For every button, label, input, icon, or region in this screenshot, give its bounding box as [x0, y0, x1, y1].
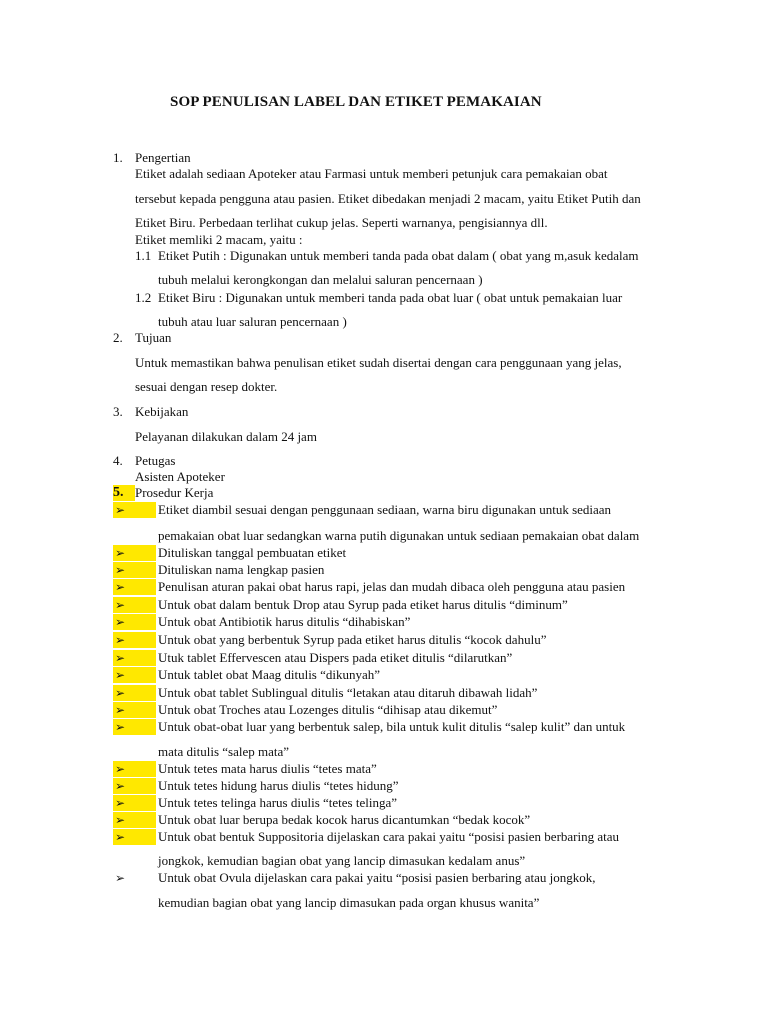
procedure-item: Untuk obat Antibiotik harus ditulis “dihabiskan”	[158, 614, 411, 629]
section-number: 2.	[113, 330, 123, 345]
procedure-item: Untuk obat dalam bentuk Drop atau Syrup pada etiket harus ditulis “diminum”	[158, 597, 568, 612]
procedure-item: Penulisan aturan pakai obat harus rapi, jelas dan mudah dibaca oleh pengguna atau pasien	[158, 579, 626, 594]
arrow-bullet-icon: ➢	[113, 502, 156, 518]
arrow-bullet-icon: ➢	[113, 778, 156, 794]
arrow-bullet-icon: ➢	[115, 871, 126, 885]
subsection-number: 1.2	[135, 290, 152, 305]
procedure-item: Dituliskan tanggal pembuatan etiket	[158, 545, 347, 560]
procedure-item: Utuk tablet Effervescen atau Dispers pada etiket ditulis “dilarutkan”	[158, 650, 513, 665]
procedure-item: Untuk obat luar berupa bedak kocok harus dicantumkan “bedak kocok”	[158, 812, 531, 827]
procedure-item-continuation: jongkok, kemudian bagian obat yang lancip dimasukan kedalam anus”	[158, 853, 526, 868]
section-number: 1.	[113, 150, 123, 165]
procedure-item-continuation: pemakaian obat luar sedangkan warna putih digunakan untuk sediaan pemakaian obat dalam	[158, 528, 640, 543]
subsection-line: tubuh melalui kerongkongan dan melalui saluran pencernaan )	[158, 272, 483, 287]
arrow-bullet-icon: ➢	[113, 719, 156, 735]
subsection-line: Etiket Biru : Digunakan untuk memberi tanda pada obat luar ( obat untuk pemakaian luar	[158, 290, 623, 305]
section-heading: Prosedur Kerja	[135, 485, 214, 500]
procedure-item: Untuk tetes hidung harus diulis “tetes hidung”	[158, 778, 399, 793]
section-heading: Kebijakan	[135, 404, 189, 419]
paragraph-line: Pelayanan dilakukan dalam 24 jam	[135, 429, 317, 444]
section-heading: Pengertian	[135, 150, 191, 165]
arrow-bullet-icon: ➢	[113, 667, 156, 683]
paragraph-line: Asisten Apoteker	[135, 469, 225, 484]
procedure-item: Untuk obat bentuk Suppositoria dijelaskan cara pakai yaitu “posisi pasien berbaring atau	[158, 829, 620, 844]
subsection-line: tubuh atau luar saluran pencernaan )	[158, 314, 347, 329]
procedure-item: Untuk obat Troches atau Lozenges ditulis “dihisap atau dikemut”	[158, 702, 498, 717]
section-number: 4.	[113, 453, 123, 468]
procedure-item: Untuk obat yang berbentuk Syrup pada etiket harus ditulis “kocok dahulu”	[158, 632, 547, 647]
arrow-bullet-icon: ➢	[113, 702, 156, 718]
arrow-bullet-icon: ➢	[113, 632, 156, 648]
arrow-bullet-icon: ➢	[113, 685, 156, 701]
paragraph-line: Etiket memliki 2 macam, yaitu :	[135, 232, 303, 247]
arrow-bullet-icon: ➢	[113, 812, 156, 828]
arrow-bullet-icon: ➢	[113, 761, 156, 777]
procedure-item: Untuk tetes mata harus diulis “tetes mata”	[158, 761, 377, 776]
arrow-bullet-icon: ➢	[113, 562, 156, 578]
arrow-bullet-icon: ➢	[113, 579, 156, 595]
procedure-item: Etiket diambil sesuai dengan penggunaan sediaan, warna biru digunakan untuk sediaan	[158, 502, 612, 517]
subsection-number: 1.1	[135, 248, 152, 263]
procedure-item: Untuk obat tablet Sublingual ditulis “letakan atau ditaruh dibawah lidah”	[158, 685, 538, 700]
procedure-item-continuation: mata ditulis “salep mata”	[158, 744, 290, 759]
arrow-bullet-icon: ➢	[113, 795, 156, 811]
procedure-item: Untuk obat Ovula dijelaskan cara pakai yaitu “posisi pasien berbaring atau jongkok,	[158, 870, 596, 885]
paragraph-line: Etiket adalah sediaan Apoteker atau Farmasi untuk memberi petunjuk cara pemakaian obat	[135, 166, 608, 181]
document-title: SOP PENULISAN LABEL DAN ETIKET PEMAKAIAN	[170, 94, 542, 110]
procedure-item: Untuk tablet obat Maag ditulis “dikunyah”	[158, 667, 381, 682]
section-heading: Tujuan	[135, 330, 172, 345]
procedure-item: Untuk obat-obat luar yang berbentuk salep, bila untuk kulit ditulis “salep kulit” dan untuk	[158, 719, 626, 734]
section-heading: Petugas	[135, 453, 176, 468]
procedure-item-continuation: kemudian bagian obat yang lancip dimasukan pada organ khusus wanita”	[158, 895, 540, 910]
arrow-bullet-icon: ➢	[113, 545, 156, 561]
arrow-bullet-icon: ➢	[113, 614, 156, 630]
arrow-bullet-icon: ➢	[113, 650, 156, 666]
procedure-item: Dituliskan nama lengkap pasien	[158, 562, 325, 577]
procedure-item: Untuk tetes telinga harus diulis “tetes telinga”	[158, 795, 397, 810]
paragraph-line: Untuk memastikan bahwa penulisan etiket sudah disertai dengan cara penggunaan yang jelas,	[135, 355, 622, 370]
paragraph-line: tersebut kepada pengguna atau pasien. Etiket dibedakan menjadi 2 macam, yaitu Etiket Putih dan	[135, 191, 641, 206]
paragraph-line: sesuai dengan resep dokter.	[135, 379, 278, 394]
subsection-line: Etiket Putih : Digunakan untuk memberi tanda pada obat dalam ( obat yang m,asuk kedalam	[158, 248, 639, 263]
section-number: 5.	[113, 485, 135, 501]
arrow-bullet-icon: ➢	[113, 597, 156, 613]
section-number: 3.	[113, 404, 123, 419]
paragraph-line: Etiket Biru. Perbedaan terlihat cukup jelas. Seperti warnanya, pengisiannya dll.	[135, 215, 548, 230]
arrow-bullet-icon: ➢	[113, 829, 156, 845]
